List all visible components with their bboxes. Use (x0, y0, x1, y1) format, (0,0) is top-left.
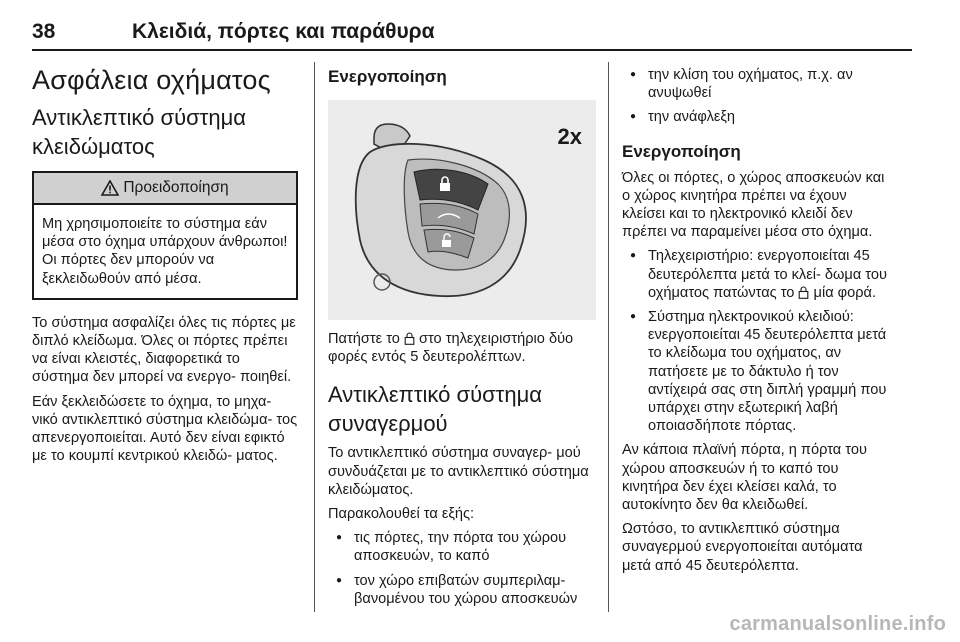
section-title: Ασφάλεια οχήματος (32, 65, 271, 95)
caption-text: Πατήστε το (328, 331, 404, 347)
bullet-list (622, 247, 890, 435)
page-header (32, 20, 912, 50)
column-divider (608, 62, 609, 612)
paragraph: Το σύστημα ασφαλίζει όλες τις πόρτες με διπλό κλείδωμα. Όλες οι πόρτες πρέπει να είναι κλειστές, διαφορετικά το σύστημα δεν μπορεί να ενεργο- ποιηθεί. (32, 314, 296, 386)
chapter-title: Κλειδιά, πόρτες και παράθυρα (132, 20, 435, 43)
list-item: ● τις πόρτες, την πόρτα του χώρου αποσκευών, το καπό (328, 529, 596, 565)
header-divider (32, 49, 912, 51)
column-2 (328, 60, 596, 608)
watermark: carmanualsonline.info (729, 613, 946, 635)
key-fob-illustration (328, 100, 596, 320)
paragraph: Ωστόσο, το αντικλεπτικό σύστημα συναγερμού ενεργοποιείται αυτόματα μετά από 45 δευτερόλεπτα. (622, 521, 863, 574)
list-item (622, 247, 890, 302)
list-item: ● την ανάφλεξη (622, 108, 890, 126)
paragraph: Εάν ξεκλειδώσετε το όχημα, το μηχα- νικό αντικλεπτικό σύστημα κλειδώμα- τος απενεργοποιείται. Αυτό δεν είναι εφικτό με το κουμπί κεντρικού κλειδώ- ματος. (32, 393, 298, 465)
list-item: ● την κλίση του οχήματος, π.χ. αν ανυψωθεί (622, 66, 890, 102)
bullet-list (328, 529, 596, 608)
warning-box (32, 171, 298, 300)
lock-icon (404, 332, 415, 345)
subsection-title: Αντικλεπτικό σύστημα συναγερμού (328, 382, 543, 437)
list-item: ● Σύστημα ηλεκτρονικού κλειδιού: ενεργοποιείται 45 δευτερόλεπτα μετά το κλείδωμα του οχήματος, αν πατήσετε με το δάκτυλο ή τον αντίχειρά σας στη διπλή γραμμή που υπάρχει στην εξωτερική λαβή οποιασδήποτε πόρτας. (622, 308, 890, 435)
subsection-title: Αντικλεπτικό σύστημα κλειδώματος (32, 105, 247, 159)
warning-title: Προειδοποίηση (123, 179, 229, 196)
warning-triangle-icon (101, 180, 119, 196)
paragraph: Όλες οι πόρτες, ο χώρος αποσκευών και ο χώρος κινητήρα πρέπει να έχουν κλείσει και το ηλεκτρονικό κλειδί δεν πρέπει να παραμείνει μέσα στο όχημα. (622, 169, 885, 241)
warning-header (34, 173, 296, 205)
key-fob-figure (328, 100, 596, 320)
warning-text: Μη χρησιμοποιείτε το σύστημα εάν μέσα στο όχημα υπάρχουν άνθρωποι! Οι πόρτες δεν μπορούν να ξεκλειδωθούν από μέσα. (42, 216, 288, 287)
list-item: ● τον χώρο επιβατών συμπεριλαμ- βανομένου του χώρου αποσκευών (328, 572, 596, 608)
column-3 (622, 60, 890, 575)
page-number: 38 (32, 20, 56, 43)
heading-activation: Ενεργοποίηση (328, 67, 447, 86)
paragraph: Το αντικλεπτικό σύστημα συναγερ- μού συνδυάζεται με το αντικλεπτικό σύστημα κλειδώματος. (328, 445, 589, 498)
heading-activation: Ενεργοποίηση (622, 141, 741, 161)
bullet-list (622, 66, 890, 127)
figure-label: 2x (557, 124, 582, 149)
caption-text: στο τηλεχειριστήριο δύο φορές εντός 5 δευτερολέπτων. (328, 331, 574, 366)
lock-icon (798, 286, 809, 299)
column-divider (314, 62, 315, 612)
column-1 (32, 60, 300, 465)
paragraph: Αν κάποια πλαϊνή πόρτα, η πόρτα του χώρου αποσκευών ή το καπό του κινητήρα δεν έχει κλείσει καλά, το αυτοκίνητο δεν θα κλειδωθεί. (622, 442, 867, 514)
list-item-text: μία φορά. (809, 284, 877, 301)
paragraph: Παρακολουθεί τα εξής: (328, 506, 475, 523)
list-item-text: Τηλεχειριστήριο: ενεργοποιείται 45 δευτερόλεπτα μετά το κλεί- δωμα του οχήματος πατώντας το (648, 248, 887, 301)
figure-caption (328, 330, 596, 366)
